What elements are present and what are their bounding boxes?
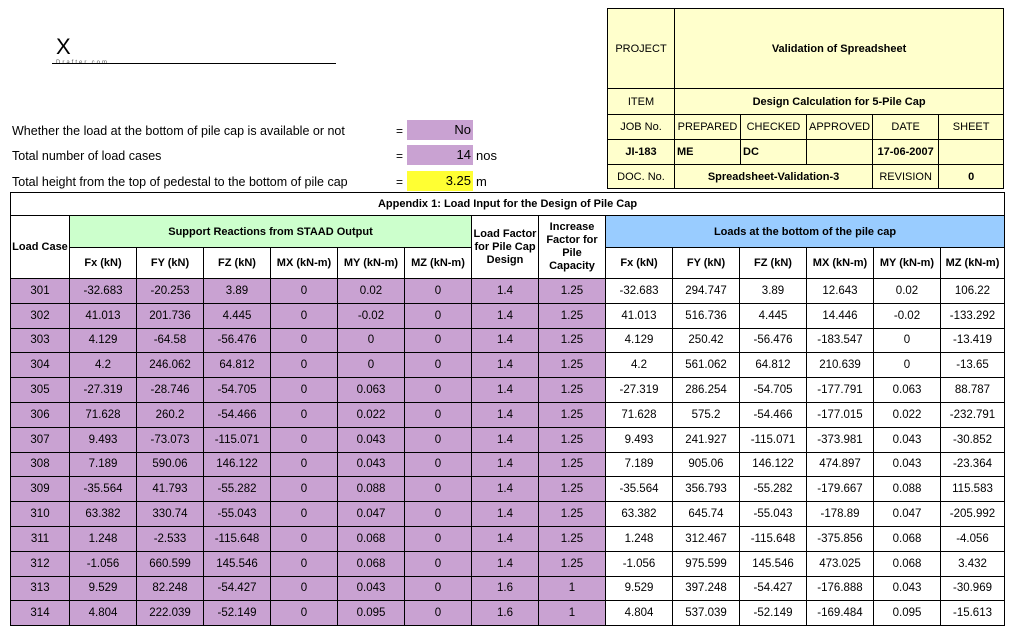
table-cell[interactable]: -35.564 bbox=[70, 477, 137, 502]
table-row bbox=[11, 279, 1005, 304]
table-cell[interactable]: 1.25 bbox=[539, 551, 606, 576]
param-label-availability: Whether the load at the bottom of pile cap is available or not bbox=[12, 124, 345, 138]
table-cell: -54.427 bbox=[740, 576, 807, 601]
table-cell: 106.22 bbox=[941, 279, 1005, 304]
table-cell: 0 bbox=[874, 328, 941, 353]
table-cell[interactable]: -54.466 bbox=[204, 402, 271, 427]
table-cell[interactable]: 1.6 bbox=[472, 601, 539, 626]
table-cell: -179.667 bbox=[807, 477, 874, 502]
table-cell: 0.047 bbox=[874, 502, 941, 527]
col-my: MY (kN-m) bbox=[338, 248, 405, 279]
table-cell: -176.888 bbox=[807, 576, 874, 601]
table-cell: 146.122 bbox=[740, 452, 807, 477]
table-cell[interactable]: 0.022 bbox=[338, 402, 405, 427]
table-cell[interactable]: 1.25 bbox=[539, 303, 606, 328]
table-cell: 473.025 bbox=[807, 551, 874, 576]
col-fz: FZ (kN) bbox=[204, 248, 271, 279]
table-cell[interactable]: 1.25 bbox=[539, 452, 606, 477]
col-group-support-reactions: Support Reactions from STAAD Output bbox=[70, 216, 472, 248]
param-value-availability[interactable]: No bbox=[407, 120, 473, 140]
table-cell[interactable]: 0 bbox=[271, 452, 338, 477]
table-cell[interactable]: 305 bbox=[11, 378, 70, 403]
project-label: PROJECT bbox=[608, 9, 675, 89]
table-cell: -13.65 bbox=[941, 353, 1005, 378]
table-row bbox=[11, 328, 1005, 353]
table-cell[interactable]: 309 bbox=[11, 477, 70, 502]
table-cell[interactable]: -64.58 bbox=[137, 328, 204, 353]
col-group-bottom-loads: Loads at the bottom of the pile cap bbox=[606, 216, 1005, 248]
table-row bbox=[11, 427, 1005, 452]
table-cell[interactable]: -20.253 bbox=[137, 279, 204, 304]
table-cell: 9.493 bbox=[606, 427, 673, 452]
col-bottom-mx: MX (kN-m) bbox=[807, 248, 874, 279]
table-cell[interactable]: 1.4 bbox=[472, 427, 539, 452]
table-cell[interactable]: 312 bbox=[11, 551, 70, 576]
table-cell[interactable]: 0 bbox=[271, 477, 338, 502]
table-cell: -15.613 bbox=[941, 601, 1005, 626]
table-cell: -183.547 bbox=[807, 328, 874, 353]
table-cell: 0.068 bbox=[874, 551, 941, 576]
col-bottom-my: MY (kN-m) bbox=[874, 248, 941, 279]
table-cell[interactable]: -56.476 bbox=[204, 328, 271, 353]
table-cell: 0.095 bbox=[874, 601, 941, 626]
table-cell: -55.282 bbox=[740, 477, 807, 502]
table-cell[interactable]: 311 bbox=[11, 526, 70, 551]
table-cell[interactable]: -52.149 bbox=[204, 601, 271, 626]
table-cell[interactable]: 1.25 bbox=[539, 378, 606, 403]
col-load-factor: Load Factor for Pile Cap Design bbox=[472, 216, 539, 279]
table-cell[interactable]: 1.4 bbox=[472, 353, 539, 378]
table-cell: 4.445 bbox=[740, 303, 807, 328]
table-cell[interactable]: 590.06 bbox=[137, 452, 204, 477]
table-row bbox=[11, 452, 1005, 477]
table-cell[interactable]: 0 bbox=[338, 328, 405, 353]
table-cell: 286.254 bbox=[673, 378, 740, 403]
table-cell[interactable]: 0 bbox=[271, 526, 338, 551]
table-cell: 561.062 bbox=[673, 353, 740, 378]
logo-text: Drafter.com bbox=[56, 60, 110, 66]
table-cell[interactable]: 314 bbox=[11, 601, 70, 626]
item-label: ITEM bbox=[608, 89, 675, 115]
table-cell[interactable]: 1.25 bbox=[539, 526, 606, 551]
table-cell: 64.812 bbox=[740, 353, 807, 378]
table-cell: -177.015 bbox=[807, 402, 874, 427]
table-cell[interactable]: 0 bbox=[405, 502, 472, 527]
table-cell[interactable]: 1.4 bbox=[472, 279, 539, 304]
table-cell: 0.043 bbox=[874, 576, 941, 601]
table-cell[interactable]: -2.533 bbox=[137, 526, 204, 551]
param-eq: = bbox=[396, 149, 404, 163]
table-cell[interactable]: 0 bbox=[405, 452, 472, 477]
table-cell: -115.071 bbox=[740, 427, 807, 452]
table-cell[interactable]: 145.546 bbox=[204, 551, 271, 576]
table-cell: 115.583 bbox=[941, 477, 1005, 502]
table-cell[interactable]: 0.068 bbox=[338, 526, 405, 551]
table-cell: 474.897 bbox=[807, 452, 874, 477]
table-cell: 294.747 bbox=[673, 279, 740, 304]
table-cell: 9.529 bbox=[606, 576, 673, 601]
table-cell[interactable]: 71.628 bbox=[70, 402, 137, 427]
table-row bbox=[11, 576, 1005, 601]
table-cell: -1.056 bbox=[606, 551, 673, 576]
table-cell[interactable]: 330.74 bbox=[137, 502, 204, 527]
table-cell[interactable]: 246.062 bbox=[137, 353, 204, 378]
checked-label: CHECKED bbox=[741, 115, 807, 140]
load-input-table bbox=[10, 192, 1005, 626]
revision-label: REVISION bbox=[873, 165, 939, 189]
table-cell[interactable]: 1 bbox=[539, 576, 606, 601]
table-cell: 14.446 bbox=[807, 303, 874, 328]
col-mx: MX (kN-m) bbox=[271, 248, 338, 279]
table-row bbox=[11, 303, 1005, 328]
table-cell[interactable]: 0 bbox=[405, 353, 472, 378]
table-cell[interactable]: 1.4 bbox=[472, 502, 539, 527]
table-cell[interactable]: -54.427 bbox=[204, 576, 271, 601]
table-cell: 0.068 bbox=[874, 526, 941, 551]
table-cell[interactable]: 41.013 bbox=[70, 303, 137, 328]
approved-label: APPROVED bbox=[807, 115, 873, 140]
table-cell[interactable]: 307 bbox=[11, 427, 70, 452]
table-cell[interactable]: 9.493 bbox=[70, 427, 137, 452]
table-cell: 7.189 bbox=[606, 452, 673, 477]
table-cell: 905.06 bbox=[673, 452, 740, 477]
table-cell: 4.804 bbox=[606, 601, 673, 626]
table-cell[interactable]: 0 bbox=[271, 303, 338, 328]
col-bottom-mz: MZ (kN-m) bbox=[941, 248, 1005, 279]
col-mz: MZ (kN-m) bbox=[405, 248, 472, 279]
col-bottom-fx: Fx (kN) bbox=[606, 248, 673, 279]
table-cell: 4.129 bbox=[606, 328, 673, 353]
table-row bbox=[11, 378, 1005, 403]
param-unit-height: m bbox=[476, 174, 487, 189]
col-increase-factor: Increase Factor for Pile Capacity bbox=[539, 216, 606, 279]
jobno-label: JOB No. bbox=[608, 115, 675, 140]
table-cell: -178.89 bbox=[807, 502, 874, 527]
jobno-value: JI-183 bbox=[608, 140, 675, 165]
table-cell: -133.292 bbox=[941, 303, 1005, 328]
table-cell: 312.467 bbox=[673, 526, 740, 551]
table-cell: -54.466 bbox=[740, 402, 807, 427]
table-cell[interactable]: 7.189 bbox=[70, 452, 137, 477]
table-cell: -4.056 bbox=[941, 526, 1005, 551]
param-label-height: Total height from the top of pedestal to the bottom of pile cap bbox=[12, 175, 348, 189]
table-cell[interactable]: 306 bbox=[11, 402, 70, 427]
table-cell[interactable]: 1.4 bbox=[472, 378, 539, 403]
prepared-value: ME bbox=[675, 140, 741, 165]
table-cell[interactable]: 0 bbox=[271, 328, 338, 353]
table-cell: 0 bbox=[874, 353, 941, 378]
table-cell[interactable]: 0.063 bbox=[338, 378, 405, 403]
table-row bbox=[11, 353, 1005, 378]
table-cell: 88.787 bbox=[941, 378, 1005, 403]
table-cell[interactable]: 1.25 bbox=[539, 279, 606, 304]
col-bottom-fz: FZ (kN) bbox=[740, 248, 807, 279]
table-cell[interactable]: 303 bbox=[11, 328, 70, 353]
table-cell: 145.546 bbox=[740, 551, 807, 576]
table-cell[interactable]: 660.599 bbox=[137, 551, 204, 576]
table-cell[interactable]: 0 bbox=[271, 551, 338, 576]
table-cell[interactable]: 0.088 bbox=[338, 477, 405, 502]
table-cell[interactable]: -54.705 bbox=[204, 378, 271, 403]
table-cell[interactable]: 1.4 bbox=[472, 477, 539, 502]
project-value: Validation of Spreadsheet bbox=[675, 9, 1004, 89]
table-cell[interactable]: 1.4 bbox=[472, 402, 539, 427]
col-bottom-fy: FY (kN) bbox=[673, 248, 740, 279]
table-cell[interactable]: 9.529 bbox=[70, 576, 137, 601]
table-row bbox=[11, 601, 1005, 626]
table-cell[interactable]: 0.095 bbox=[338, 601, 405, 626]
table-row bbox=[11, 526, 1005, 551]
table-cell: 0.088 bbox=[874, 477, 941, 502]
table-cell[interactable]: 302 bbox=[11, 303, 70, 328]
table-cell[interactable]: 0 bbox=[405, 328, 472, 353]
table-cell[interactable]: 0 bbox=[271, 402, 338, 427]
table-cell[interactable]: 0 bbox=[405, 378, 472, 403]
table-cell[interactable]: 0.043 bbox=[338, 452, 405, 477]
table-cell[interactable]: 0 bbox=[405, 601, 472, 626]
table-cell[interactable]: 1.25 bbox=[539, 502, 606, 527]
table-cell[interactable]: 0.047 bbox=[338, 502, 405, 527]
table-cell[interactable]: 0 bbox=[271, 353, 338, 378]
table-cell[interactable]: 313 bbox=[11, 576, 70, 601]
table-cell[interactable]: 1 bbox=[539, 601, 606, 626]
param-value-height[interactable]: 3.25 bbox=[407, 171, 473, 191]
param-eq: = bbox=[396, 175, 404, 189]
table-cell[interactable]: 0.043 bbox=[338, 427, 405, 452]
table-cell[interactable]: 0.043 bbox=[338, 576, 405, 601]
sheet-label: SHEET bbox=[939, 115, 1004, 140]
item-value: Design Calculation for 5-Pile Cap bbox=[675, 89, 1004, 115]
table-cell: -115.648 bbox=[740, 526, 807, 551]
table-cell: -30.969 bbox=[941, 576, 1005, 601]
drafter-logo bbox=[56, 36, 109, 66]
table-cell[interactable]: 0 bbox=[271, 378, 338, 403]
table-cell[interactable]: -115.071 bbox=[204, 427, 271, 452]
table-cell: 63.382 bbox=[606, 502, 673, 527]
table-cell[interactable]: -28.746 bbox=[137, 378, 204, 403]
table-cell: -27.319 bbox=[606, 378, 673, 403]
param-value-load-cases[interactable]: 14 bbox=[407, 145, 473, 165]
param-label-load-cases: Total number of load cases bbox=[12, 149, 162, 163]
table-cell: 3.89 bbox=[740, 279, 807, 304]
table-cell[interactable]: -55.282 bbox=[204, 477, 271, 502]
table-cell[interactable]: 0 bbox=[338, 353, 405, 378]
table-cell[interactable]: 0 bbox=[405, 402, 472, 427]
table-cell: 1.248 bbox=[606, 526, 673, 551]
table-cell: -55.043 bbox=[740, 502, 807, 527]
table-cell: 0.043 bbox=[874, 452, 941, 477]
table-cell[interactable]: 1.25 bbox=[539, 328, 606, 353]
table-cell[interactable]: 64.812 bbox=[204, 353, 271, 378]
table-cell: -52.149 bbox=[740, 601, 807, 626]
table-cell[interactable]: 301 bbox=[11, 279, 70, 304]
table-cell[interactable]: -27.319 bbox=[70, 378, 137, 403]
table-cell: 241.927 bbox=[673, 427, 740, 452]
table-cell[interactable]: -32.683 bbox=[70, 279, 137, 304]
table-cell[interactable]: 1.25 bbox=[539, 353, 606, 378]
table-cell: -32.683 bbox=[606, 279, 673, 304]
table-cell[interactable]: 1.4 bbox=[472, 526, 539, 551]
table-row bbox=[11, 502, 1005, 527]
table-cell[interactable]: 0 bbox=[405, 576, 472, 601]
table-cell[interactable]: 3.89 bbox=[204, 279, 271, 304]
table-cell[interactable]: -115.648 bbox=[204, 526, 271, 551]
table-cell[interactable]: -73.073 bbox=[137, 427, 204, 452]
checked-value: DC bbox=[741, 140, 807, 165]
table-cell: -54.705 bbox=[740, 378, 807, 403]
table-cell: 975.599 bbox=[673, 551, 740, 576]
param-eq: = bbox=[396, 124, 404, 138]
table-cell[interactable]: 146.122 bbox=[204, 452, 271, 477]
table-cell[interactable]: 1.4 bbox=[472, 303, 539, 328]
table-cell: 356.793 bbox=[673, 477, 740, 502]
doc-value: Spreadsheet-Validation-3 bbox=[675, 165, 873, 189]
table-cell[interactable]: 82.248 bbox=[137, 576, 204, 601]
table-cell[interactable]: -55.043 bbox=[204, 502, 271, 527]
doc-label: DOC. No. bbox=[608, 165, 675, 189]
table-cell[interactable]: 0 bbox=[405, 303, 472, 328]
table-cell: 0.022 bbox=[874, 402, 941, 427]
table-cell[interactable]: 1.25 bbox=[539, 427, 606, 452]
table-row bbox=[11, 402, 1005, 427]
table-cell: 645.74 bbox=[673, 502, 740, 527]
logo-underline bbox=[52, 63, 336, 64]
table-cell[interactable]: 1.4 bbox=[472, 328, 539, 353]
table-cell: -0.02 bbox=[874, 303, 941, 328]
table-cell: -375.856 bbox=[807, 526, 874, 551]
table-cell[interactable]: 1.25 bbox=[539, 477, 606, 502]
date-value: 17-06-2007 bbox=[873, 140, 939, 165]
table-cell: -35.564 bbox=[606, 477, 673, 502]
table-row bbox=[11, 551, 1005, 576]
table-cell[interactable]: 63.382 bbox=[70, 502, 137, 527]
table-cell: 537.039 bbox=[673, 601, 740, 626]
table-cell[interactable]: 4.804 bbox=[70, 601, 137, 626]
table-cell: 575.2 bbox=[673, 402, 740, 427]
table-cell[interactable]: 0 bbox=[271, 576, 338, 601]
table-cell[interactable]: 0 bbox=[405, 551, 472, 576]
table-cell[interactable]: 0 bbox=[405, 526, 472, 551]
table-cell[interactable]: 1.4 bbox=[472, 551, 539, 576]
table-cell: -13.419 bbox=[941, 328, 1005, 353]
table-cell: 0.02 bbox=[874, 279, 941, 304]
table-cell: -56.476 bbox=[740, 328, 807, 353]
table-cell[interactable]: 0 bbox=[405, 427, 472, 452]
table-cell: -205.992 bbox=[941, 502, 1005, 527]
approved-value bbox=[807, 140, 873, 165]
col-fx: Fx (kN) bbox=[70, 248, 137, 279]
table-cell: -373.981 bbox=[807, 427, 874, 452]
table-cell[interactable]: 304 bbox=[11, 353, 70, 378]
table-cell[interactable]: -0.02 bbox=[338, 303, 405, 328]
table-cell: -169.484 bbox=[807, 601, 874, 626]
table-cell: 41.013 bbox=[606, 303, 673, 328]
prepared-label: PREPARED bbox=[675, 115, 741, 140]
col-fy: FY (kN) bbox=[137, 248, 204, 279]
table-cell[interactable]: 0 bbox=[271, 427, 338, 452]
table-cell[interactable]: 201.736 bbox=[137, 303, 204, 328]
table-cell[interactable]: 222.039 bbox=[137, 601, 204, 626]
table-row bbox=[11, 477, 1005, 502]
table-cell: -177.791 bbox=[807, 378, 874, 403]
table-cell: 210.639 bbox=[807, 353, 874, 378]
table-cell: 0.043 bbox=[874, 427, 941, 452]
logo-mark: X bbox=[56, 34, 72, 59]
table-cell: 12.643 bbox=[807, 279, 874, 304]
table-cell: 3.432 bbox=[941, 551, 1005, 576]
table-cell: 516.736 bbox=[673, 303, 740, 328]
param-unit-load-cases: nos bbox=[476, 148, 497, 163]
table-cell: 250.42 bbox=[673, 328, 740, 353]
table-cell: 4.2 bbox=[606, 353, 673, 378]
table-cell: -30.852 bbox=[941, 427, 1005, 452]
table-cell[interactable]: 4.129 bbox=[70, 328, 137, 353]
table-cell: -23.364 bbox=[941, 452, 1005, 477]
sheet-value bbox=[939, 140, 1004, 165]
table-cell[interactable]: -1.056 bbox=[70, 551, 137, 576]
table-cell: -232.791 bbox=[941, 402, 1005, 427]
table-cell[interactable]: 1.6 bbox=[472, 576, 539, 601]
table-cell[interactable]: 308 bbox=[11, 452, 70, 477]
title-block bbox=[607, 8, 1004, 189]
table-cell: 0.063 bbox=[874, 378, 941, 403]
table-cell[interactable]: 4.2 bbox=[70, 353, 137, 378]
table-cell[interactable]: 1.248 bbox=[70, 526, 137, 551]
table-cell[interactable]: 41.793 bbox=[137, 477, 204, 502]
table-cell[interactable]: 0 bbox=[271, 279, 338, 304]
table-cell[interactable]: 0 bbox=[405, 279, 472, 304]
col-load-case: Load Case bbox=[11, 216, 70, 279]
table-cell[interactable]: 310 bbox=[11, 502, 70, 527]
table-cell[interactable]: 1.25 bbox=[539, 402, 606, 427]
table-cell: 397.248 bbox=[673, 576, 740, 601]
table-cell[interactable]: 0 bbox=[271, 502, 338, 527]
table-cell[interactable]: 0.02 bbox=[338, 279, 405, 304]
table-cell[interactable]: 260.2 bbox=[137, 402, 204, 427]
table-cell[interactable]: 4.445 bbox=[204, 303, 271, 328]
table-cell[interactable]: 0.068 bbox=[338, 551, 405, 576]
table-cell: 71.628 bbox=[606, 402, 673, 427]
table-cell[interactable]: 0 bbox=[271, 601, 338, 626]
date-label: DATE bbox=[873, 115, 939, 140]
revision-value: 0 bbox=[939, 165, 1004, 189]
table-cell[interactable]: 0 bbox=[405, 477, 472, 502]
table-cell[interactable]: 1.4 bbox=[472, 452, 539, 477]
table-title: Appendix 1: Load Input for the Design of Pile Cap bbox=[11, 193, 1005, 216]
